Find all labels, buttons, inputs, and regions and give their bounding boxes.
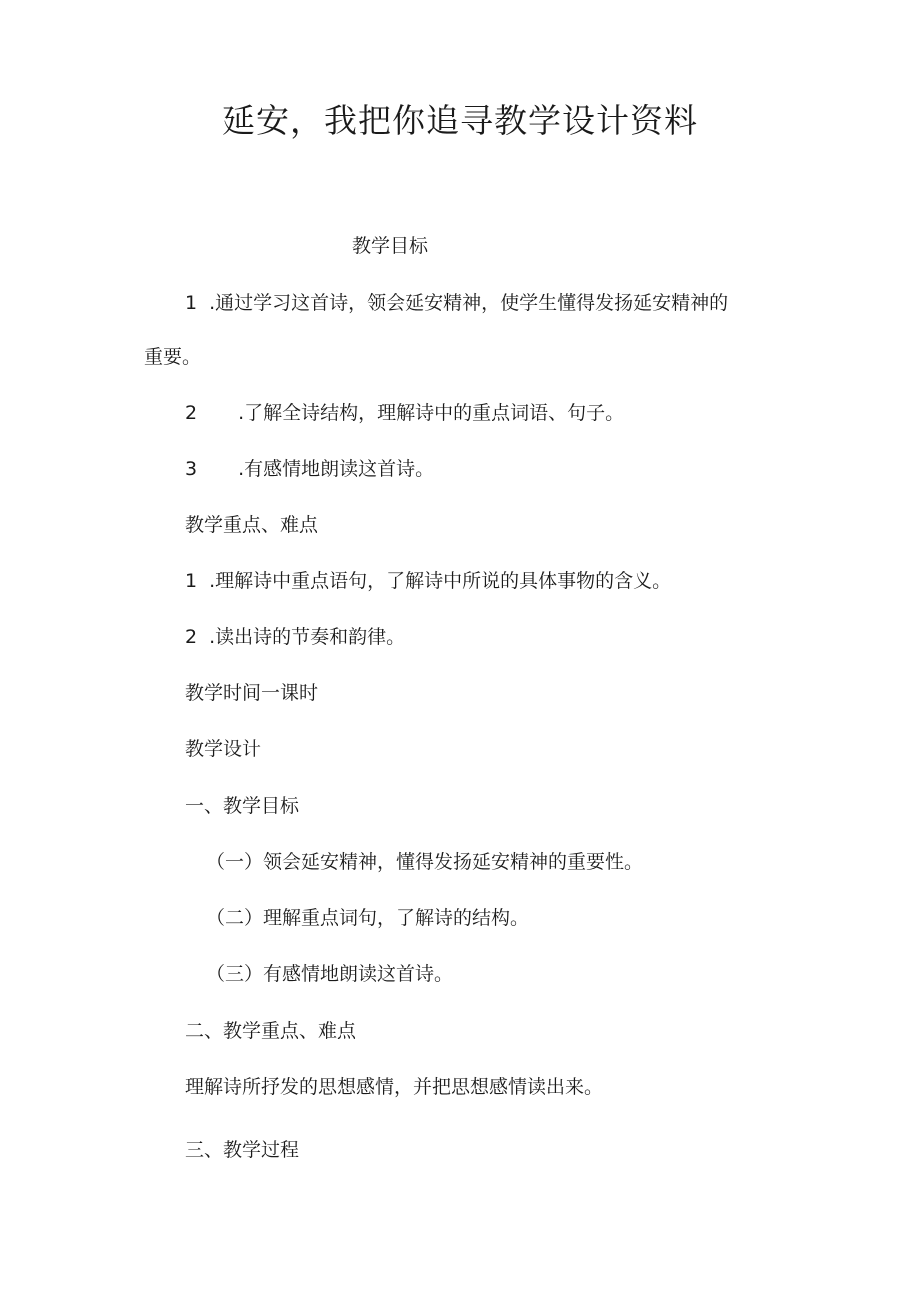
document-title: 延安，我把你追寻教学设计资料 — [222, 101, 698, 140]
objective-number: 1 — [185, 292, 198, 314]
design-part1-heading: 一、教学目标 — [185, 795, 300, 817]
key-point-number: 2 — [185, 626, 198, 648]
objective-item-1 — [185, 289, 728, 317]
objectives-heading: 教学目标 — [352, 235, 429, 257]
key-point-text: .理解诗中重点语句，了解诗中所说的具体事物的含义。 — [209, 570, 672, 592]
key-point-number: 1 — [185, 570, 198, 592]
design-part2-text: 理解诗所抒发的思想感情，并把思想感情读出来。 — [185, 1076, 604, 1098]
objective-text: .通过学习这首诗，领会延安精神，使学生懂得发扬延安精神的 — [209, 292, 729, 314]
teaching-time: 教学时间一课时 — [185, 682, 319, 704]
objective-number: 2 — [185, 402, 198, 424]
design-part1-item: （三）有感情地朗读这首诗。 — [206, 963, 454, 985]
objective-text: .了解全诗结构，理解诗中的重点词语、句子。 — [238, 402, 625, 424]
key-point-item-2 — [185, 623, 405, 651]
objective-number: 3 — [185, 458, 198, 480]
design-part1-item: （一）领会延安精神，懂得发扬延安精神的重要性。 — [206, 851, 644, 873]
key-points-heading: 教学重点、难点 — [185, 514, 319, 536]
design-part3-heading: 三、教学过程 — [185, 1139, 300, 1161]
objective-item-3 — [185, 455, 434, 483]
objective-item-2 — [185, 399, 624, 427]
objective-text: .有感情地朗读这首诗。 — [238, 458, 435, 480]
design-heading: 教学设计 — [185, 738, 262, 760]
design-part2-heading: 二、教学重点、难点 — [185, 1020, 357, 1042]
key-point-text: .读出诗的节奏和韵律。 — [209, 626, 406, 648]
key-point-item-1 — [185, 567, 671, 595]
objective-item-1-continuation: 重要。 — [144, 346, 202, 368]
design-part1-item: （二）理解重点词句，了解诗的结构。 — [206, 907, 530, 929]
